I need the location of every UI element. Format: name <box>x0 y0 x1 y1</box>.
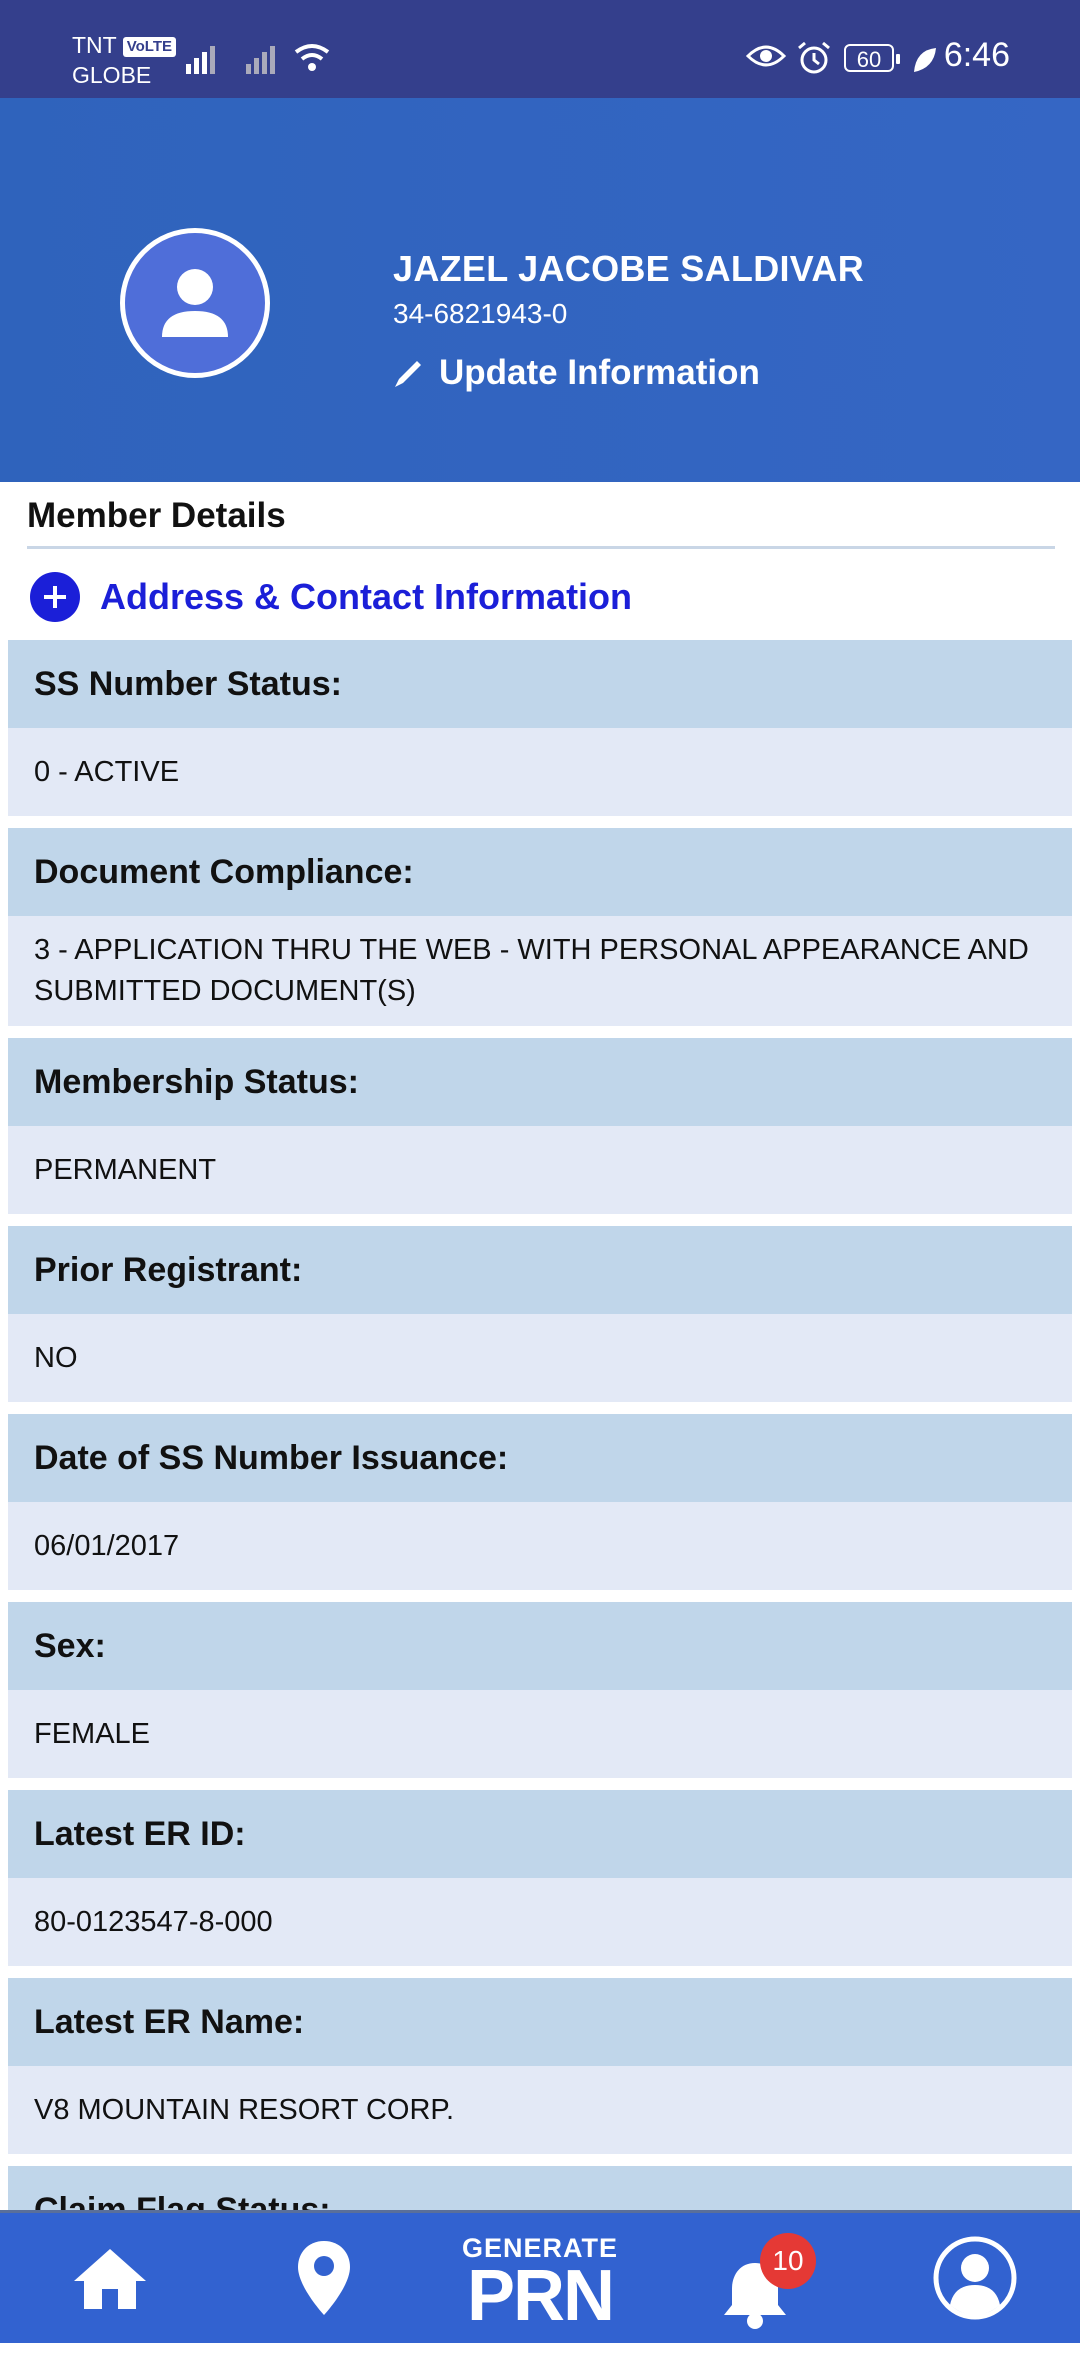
detail-label: Document Compliance: <box>8 828 1072 916</box>
profile-header <box>0 98 1080 482</box>
plus-circle-icon <box>30 572 80 622</box>
ss-number: 34-6821943-0 <box>393 298 568 329</box>
detail-card <box>8 640 1072 816</box>
leaf-icon <box>912 46 938 74</box>
alarm-icon <box>796 40 832 76</box>
detail-label: Prior Registrant: <box>8 1226 1072 1314</box>
detail-label: Membership Status: <box>8 1038 1072 1126</box>
detail-card <box>8 828 1072 1026</box>
update-information-link[interactable] <box>393 353 760 393</box>
detail-label: Date of SS Number Issuance: <box>8 1414 1072 1502</box>
generate-prn-button[interactable] <box>455 2233 625 2336</box>
detail-value: 06/01/2017 <box>8 1502 1072 1590</box>
detail-value: V8 MOUNTAIN RESORT CORP. <box>8 2066 1072 2154</box>
detail-card <box>8 1226 1072 1402</box>
signal-icon-2 <box>246 40 282 74</box>
detail-value: 80-0123547-8-000 <box>8 1878 1072 1966</box>
location-pin-icon[interactable] <box>296 2239 352 2317</box>
wifi-icon <box>292 40 332 74</box>
member-name: JAZEL JACOBE SALDIVAR <box>393 248 865 289</box>
status-bar <box>0 0 1080 98</box>
carrier-name: TNT <box>72 32 117 58</box>
detail-card <box>8 1790 1072 1966</box>
detail-card <box>8 1038 1072 1214</box>
detail-label: SS Number Status: <box>8 640 1072 728</box>
detail-label: Sex: <box>8 1602 1072 1690</box>
bottom-nav <box>0 2210 1080 2343</box>
member-details-title: Member Details <box>27 496 286 535</box>
address-contact-toggle[interactable] <box>30 572 632 622</box>
carrier-info <box>72 30 176 90</box>
address-contact-label: Address & Contact Information <box>100 576 633 617</box>
home-icon[interactable] <box>72 2245 148 2311</box>
detail-value: PERMANENT <box>8 1126 1072 1214</box>
detail-card <box>8 1602 1072 1778</box>
clock: 6:46 <box>943 36 1010 74</box>
detail-value: 0 - ACTIVE <box>8 728 1072 816</box>
generate-label: GENERATE <box>461 2233 618 2263</box>
notification-badge: 10 <box>760 2233 816 2289</box>
detail-card <box>8 1978 1072 2154</box>
member-details-list <box>8 640 1072 2354</box>
carrier-name-2: GLOBE <box>72 62 152 88</box>
eye-icon <box>746 42 786 70</box>
detail-value: NO <box>8 1314 1072 1402</box>
battery-indicator: 60 <box>844 44 894 72</box>
profile-icon[interactable] <box>932 2235 1018 2321</box>
update-information-label: Update Information <box>439 353 760 392</box>
divider <box>27 546 1055 549</box>
detail-card <box>8 1414 1072 1590</box>
prn-label: PRN <box>466 2256 613 2336</box>
avatar <box>120 228 270 378</box>
pencil-icon <box>393 357 425 389</box>
volte-badge: VoLTE <box>123 37 176 57</box>
signal-icon <box>186 40 222 74</box>
detail-label: Latest ER ID: <box>8 1790 1072 1878</box>
detail-value: FEMALE <box>8 1690 1072 1778</box>
detail-value: 3 - APPLICATION THRU THE WEB - WITH PERSONAL APPEARANCE AND SUBMITTED DOCUMENT(S) <box>8 916 1072 1026</box>
user-icon <box>160 265 230 345</box>
detail-label: Latest ER Name: <box>8 1978 1072 2066</box>
